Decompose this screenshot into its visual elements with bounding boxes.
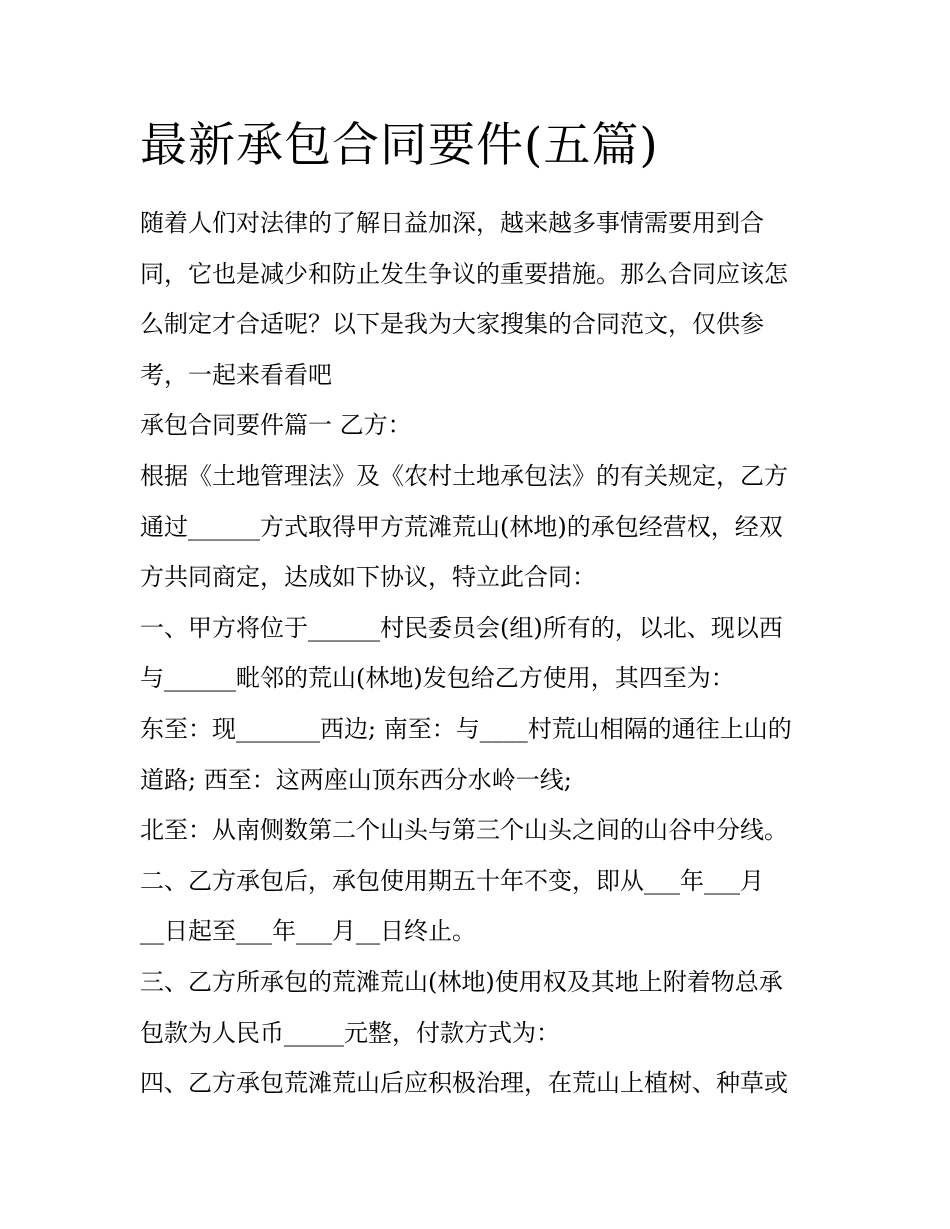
body-line: 北至：从南侧数第二个山头与第三个山头之间的山谷中分线。	[140, 816, 788, 845]
body-line: 通过______方式取得甲方荒滩荒山(林地)的承包经营权，经双	[140, 512, 783, 541]
body-line: 东至：现_______西边; 南至：与____村荒山相隔的通往上山的	[140, 714, 792, 743]
body-line: __日起至___年___月__日终止。	[140, 917, 476, 946]
body-line: 么制定才合适呢？以下是我为大家搜集的合同范文，仅供参	[140, 310, 764, 339]
body-line: 与______毗邻的荒山(林地)发包给乙方使用，其四至为：	[140, 664, 735, 693]
section-heading: 承包合同要件篇一 乙方：	[140, 411, 412, 440]
body-line: 三、乙方所承包的荒滩荒山(林地)使用权及其地上附着物总承	[140, 967, 783, 996]
body-line: 一、甲方将位于______村民委员会(组)所有的，以北、现以西	[140, 613, 783, 642]
body-line: 考，一起来看看吧	[140, 360, 332, 389]
body-line: 道路; 西至：这两座山顶东西分水岭一线;	[140, 765, 572, 794]
body-line: 根据《土地管理法》及《农村土地承包法》的有关规定，乙方	[140, 461, 788, 490]
body-line: 四、乙方承包荒滩荒山后应积极治理，在荒山上植树、种草或	[140, 1069, 788, 1098]
body-line: 同，它也是减少和防止发生争议的重要措施。那么合同应该怎	[140, 259, 788, 288]
body-line: 包款为人民币_____元整，付款方式为：	[140, 1018, 560, 1047]
body-line: 随着人们对法律的了解日益加深，越来越多事情需要用到合	[140, 209, 764, 237]
document-body	[140, 198, 840, 1109]
body-line: 二、乙方承包后，承包使用期五十年不变，即从___年___月	[140, 866, 764, 895]
body-line: 方共同商定，达成如下协议，特立此合同：	[140, 563, 596, 592]
document-title: 最新承包合同要件(五篇)	[140, 118, 659, 173]
